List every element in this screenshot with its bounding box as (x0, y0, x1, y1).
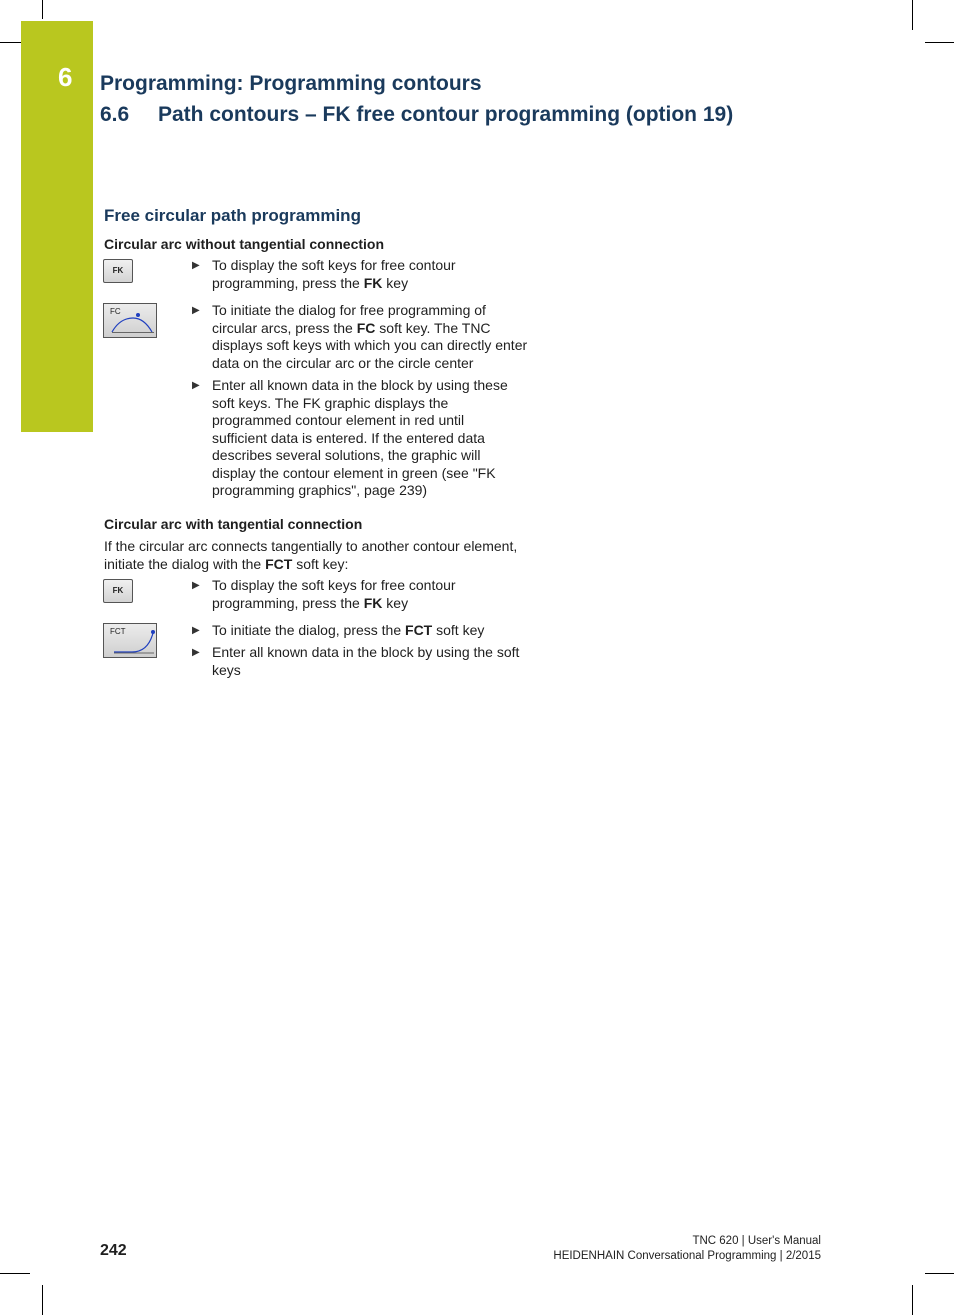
list-item: ▶ Enter all known data in the block by using the soft keys (192, 644, 520, 678)
list-item: ▶ To initiate the dialog for free programming of circular arcs, press the FC soft key. The TNC displays soft keys with which you can directly enter data on the circular arc or the circle center (192, 302, 528, 371)
footer-line-2: HEIDENHAIN Conversational Programming | 2/2015 (553, 1250, 821, 1262)
bullet-icon: ▶ (192, 380, 200, 391)
section-title: Path contours – FK free contour programming (option 19) (158, 103, 734, 126)
section-number: 6.6 (100, 103, 130, 126)
bullet-icon: ▶ (192, 305, 200, 316)
arc-curve-icon (104, 304, 158, 339)
fk-key-icon (103, 579, 133, 603)
page-number: 242 (100, 1242, 127, 1259)
subheading-with-tangential: Circular arc with tangential connection (104, 516, 363, 532)
fk-key-label: FK (112, 266, 124, 275)
fc-softkey-icon (103, 303, 157, 338)
list-item: ▶ To display the soft keys for free contour programming, press the FK key (192, 257, 456, 291)
fk-key-icon (103, 259, 133, 283)
page-heading: Free circular path programming (104, 206, 361, 225)
subheading-without-tangential: Circular arc without tangential connection (104, 236, 385, 252)
fct-softkey-icon (103, 623, 157, 658)
fc-softkey-label: FC (110, 307, 121, 316)
bullet-icon: ▶ (192, 260, 200, 271)
chapter-title: Programming: Programming contours (100, 72, 482, 95)
list-item: ▶ To display the soft keys for free contour programming, press the FK key (192, 577, 456, 611)
crop-mark (925, 42, 954, 43)
bullet-icon: ▶ (192, 647, 200, 658)
chapter-number: 6 (58, 62, 73, 92)
bullet-icon: ▶ (192, 580, 200, 591)
list-item: ▶ Enter all known data in the block by using these soft keys. The FK graphic displays the programmed contour element in red until sufficient data is entered. If the entered data describes several solutions, the graphic will display the contour element in green (see "FK programming graphics", page 239) (192, 377, 508, 498)
footer-text (553, 1234, 821, 1264)
crop-mark (42, 1285, 43, 1315)
crop-mark (42, 0, 43, 19)
footer-line-1: TNC 620 | User's Manual (692, 1235, 821, 1247)
crop-mark (925, 1273, 954, 1274)
chapter-tab (21, 21, 93, 432)
bullet-icon: ▶ (192, 625, 200, 636)
crop-mark (912, 0, 913, 30)
crop-mark (0, 1273, 30, 1274)
fct-softkey-label: FCT (110, 627, 126, 636)
fk-key-label: FK (112, 586, 124, 595)
crop-mark (0, 42, 21, 43)
list-item: ▶ To initiate the dialog, press the FCT soft key (192, 622, 485, 638)
tangent-curve-icon (104, 624, 158, 659)
crop-mark (912, 1285, 913, 1315)
intro-paragraph: If the circular arc connects tangentially to another contour element, initiate the dialog with the FCT soft key: (104, 538, 518, 572)
